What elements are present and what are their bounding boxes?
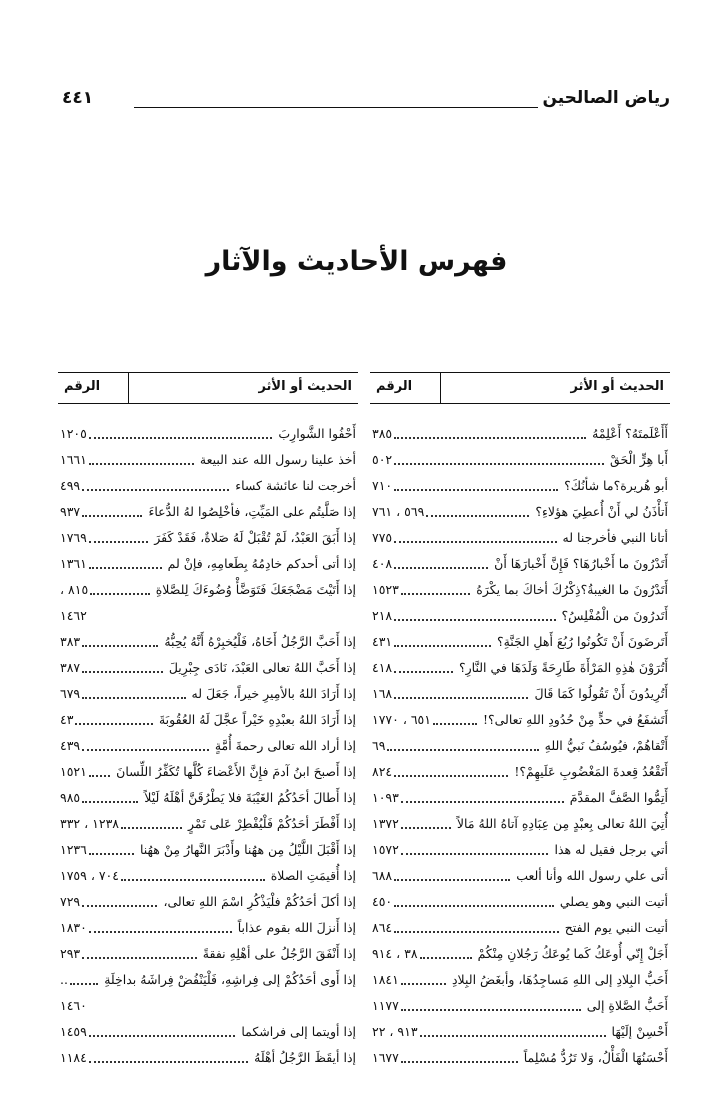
index-entry: [58, 889, 358, 915]
dot-leader: [82, 697, 186, 699]
entry-number: ١٥٢١: [60, 764, 87, 779]
index-entry: [370, 707, 670, 733]
dot-leader: [394, 489, 558, 491]
entry-text: أَتَشفَعُ في حدٍّ مِنْ حُدُودِ اللهِ تعالى؟!: [482, 712, 668, 727]
dot-leader: [394, 905, 554, 907]
dot-leader: [401, 827, 451, 829]
entry-number: ٥٦٩ ، ٧٦١: [372, 504, 425, 519]
entry-number: ١٢٣٦: [60, 842, 87, 857]
index-entry: [58, 499, 358, 525]
header-rule: [134, 107, 538, 108]
entry-number: ١٢٠٥: [60, 426, 87, 441]
entry-text: إذا أَحَبَّ اللهُ تعالى العَبْدَ، نَادَى جِبْرِيلَ: [168, 660, 356, 675]
index-entry: [370, 733, 670, 759]
entry-text: أتيت النبي وهو يصلي: [559, 894, 668, 909]
entry-text: أَتَدْرُونَ ما الغيبةُ؟ذِكْرُكَ أخاكَ بما يكْرَهُ: [476, 582, 668, 597]
dot-leader: [89, 931, 232, 933]
entry-number: ١٤٥٩: [60, 1024, 87, 1039]
dot-leader: [401, 1061, 518, 1063]
entry-text: أَأَعْلَمتَهُ؟ أَعْلِمْهُ: [592, 426, 668, 441]
right-column: [370, 372, 670, 1065]
dot-leader: [401, 1009, 581, 1011]
entry-number: ١٦٨: [372, 686, 393, 701]
dot-leader: [401, 853, 548, 855]
entry-text: أَتَدرُونَ من الْمُفْلِسُ؟: [561, 608, 668, 623]
entry-number: ٣٨٧: [60, 660, 81, 675]
entry-text: أَجَلْ إِنّي أُوعَكُ كَما يُوعَكُ رَجُلانِ مِنْكُمْ: [477, 946, 668, 961]
index-entry: [370, 759, 670, 785]
dot-leader: [82, 957, 197, 959]
entry-number: ٧٢٩: [60, 894, 81, 909]
left-rows: [58, 404, 358, 1071]
entry-text: أَحْسِنْ إلَيْهَا: [611, 1024, 668, 1039]
index-entry: [58, 551, 358, 577]
index-entry: [58, 785, 358, 811]
index-entry: [370, 681, 670, 707]
entry-number: ٤٠٨: [372, 556, 393, 571]
dot-leader: [394, 463, 604, 465]
index-entry: [370, 889, 670, 915]
index-entry: [58, 811, 358, 837]
dot-leader: [426, 515, 529, 517]
column-header: [370, 372, 670, 404]
dot-leader: [90, 593, 150, 595]
entry-number: ٥٠٢: [372, 452, 393, 467]
entry-number: ١٥٢٣: [372, 582, 399, 597]
entry-text: أتى علي رسول الله وأنا ألعب: [516, 868, 668, 883]
entry-number: ٤١٨: [372, 660, 393, 675]
entry-number: ٩٨٥: [60, 790, 81, 805]
entry-number: ٤٣: [60, 712, 74, 727]
entry-text: إذا أَنْفَقَ الرَّجُلُ على أهْلِهِ نفقةً: [202, 946, 356, 961]
running-header: [62, 88, 670, 116]
dot-leader: [89, 1061, 248, 1063]
right-rows: [370, 404, 670, 1071]
dot-leader: [394, 879, 510, 881]
index-entry: [58, 759, 358, 785]
entry-text: إذا أَفْطَرَ أحَدُكُمْ فَلْيُفْطِرْ عَلى تَمْرٍ: [188, 816, 356, 831]
entry-number: ٣٨٣: [60, 634, 81, 649]
dot-leader: [82, 905, 157, 907]
entry-number: ٨١٥ ،: [60, 582, 89, 597]
dot-leader: [89, 775, 110, 777]
column-header: [58, 372, 358, 404]
number-column-label: الرقم: [64, 379, 101, 394]
entry-number: ١٠٩٣: [372, 790, 399, 805]
entry-number: ٩٣٧: [60, 504, 81, 519]
index-entry: [58, 473, 358, 499]
entry-text: أَبا هِرٍّ الْحَقْ: [610, 452, 668, 467]
left-column: [58, 372, 358, 1065]
index-entry: [370, 837, 670, 863]
dot-leader: [401, 801, 564, 803]
dot-leader: [121, 827, 182, 829]
entry-number: ١١٧٧: [372, 998, 399, 1013]
entry-number: ٨٦٤: [372, 920, 393, 935]
index-entry: [58, 967, 358, 993]
index-entry: [370, 551, 670, 577]
index-entry: [58, 577, 358, 603]
index-entry: [370, 421, 670, 447]
entry-number: ١٣٦١: [60, 556, 87, 571]
entry-number: ١٦٦١: [60, 452, 87, 467]
entry-number: ١٣٧٢: [372, 816, 399, 831]
entry-text: أَتأْذَنُ لي أَنْ أُعطِيَ هؤلاءِ؟: [535, 504, 668, 519]
entry-number: ١٤٦٢: [60, 608, 87, 623]
dot-leader: [401, 593, 470, 595]
entry-text: إذا أَرَادَ اللهُ بالأمِيرِ خيراً، جَعَلَ له: [191, 686, 356, 701]
index-entry: [58, 629, 358, 655]
page-number: ٤٤١: [62, 88, 94, 108]
entry-text: إذا أيقَظَ الرَّجُلُ أهْلَهُ: [254, 1050, 356, 1065]
entry-text: إذا أَحَبَّ الرَّجُلُ أَخَاهُ، فَلْيُخبِرْهُ أَنَّهُ يُحِبُّهُ: [164, 634, 356, 649]
entry-number: ٦٩: [372, 738, 386, 753]
entry-number: ٦٧٩: [60, 686, 81, 701]
dot-leader: [394, 437, 586, 439]
entry-number: ٣٨٥: [372, 426, 393, 441]
index-entry: [58, 655, 358, 681]
index-title: فهرس الأحاديث والآثار: [205, 246, 508, 277]
index-entry: [370, 1019, 670, 1045]
dot-leader: [82, 749, 209, 751]
entry-text: أتي برجل فقيل له هذا: [554, 842, 668, 857]
dot-leader: [420, 957, 472, 959]
dot-leader: [70, 983, 98, 985]
entry-text: أُتِيَ اللهُ تعالى بِعبْدٍ مِن عِبَادِهِ آتاهُ اللهُ مَالاً: [456, 816, 668, 831]
entry-number: ٤٥٠: [372, 894, 393, 909]
entry-text: إذا أَطالَ أحَدُكُمُ الغَيْبَةَ فلا يَطْرُقَنَّ أهْلَهُ لَيْلاً: [144, 790, 356, 805]
entry-text: أخرجت لنا عائشة كساء: [235, 478, 356, 493]
dot-leader: [89, 853, 134, 855]
index-entry: [58, 1045, 358, 1071]
index-entry: [370, 1045, 670, 1071]
index-entry: [370, 811, 670, 837]
dot-leader: [420, 1035, 606, 1037]
entry-number: ٨٢٤: [372, 764, 393, 779]
entry-text: أخذ علينا رسول الله عند البيعة: [199, 452, 356, 467]
running-title: رياض الصالحين: [542, 88, 670, 108]
entry-text: أَتَقْعُدُ قِعدةَ المَغْضُوبِ عَلَيهِمْ؟!: [514, 764, 668, 779]
dot-leader: [121, 879, 265, 881]
entry-number: ١٦٧٧: [372, 1050, 399, 1065]
dot-leader: [82, 671, 163, 673]
dot-leader: [433, 723, 477, 725]
entry-text: إذا أَرَادَ اللهُ بعبْدِهِ خَيْراً عجَّلَ لَهُ العُقُوبَةَ: [158, 712, 356, 727]
dot-leader: [394, 645, 491, 647]
entry-text: أَتْقاهُمْ، فيُوسُفُ نَبيُّ اللهِ: [544, 738, 668, 753]
entry-number: ٢١٨: [372, 608, 393, 623]
dot-leader: [89, 1035, 235, 1037]
dot-leader: [89, 463, 194, 465]
entry-number: ١٧٦٩: [60, 530, 87, 545]
entry-number: ٧٠٤ ، ١٧٥٩: [60, 868, 119, 883]
entry-text: أتانا النبي فأخرجنا له: [562, 530, 668, 545]
index-entry: [370, 785, 670, 811]
entry-text: إذا أكلَ أحَدُكُمْ فلْيَذْكُرِ اسْمَ اللهِ تعالى،: [163, 894, 356, 909]
entry-text: أتيت النبي يوم الفتح: [564, 920, 668, 935]
dot-leader: [394, 567, 488, 569]
index-entry: [58, 993, 358, 1019]
entry-number: ٩١٣ ، ٢٢: [372, 1024, 418, 1039]
index-entry: [370, 863, 670, 889]
index-entry: [370, 603, 670, 629]
entry-number: ١٢٣٨ ، ٣٣٢: [60, 816, 119, 831]
entry-text: أَتُرَوْنَ هٰذِهِ المَرْأَةَ طَارِحَةً وَلَدَهَا في النَّارِ؟: [459, 660, 668, 675]
entry-text: أَتُرِيدُونَ أَنْ تَقُولُوا كَمَا قَالَ: [534, 686, 668, 701]
entry-text: أَتَدْرُونَ ما أَخْبارُهَا؟ فَإِنَّ أَخْبارَهَا أَنْ: [494, 556, 668, 571]
dot-leader: [401, 983, 446, 985]
entry-number: ١٨٤١: [372, 972, 399, 987]
entry-text: أَحْسَنُهَا الْفَأْلُ، وَلا تَرُدُّ مُسْلِماً: [523, 1050, 668, 1065]
dot-leader: [394, 541, 557, 543]
index-entry: [58, 447, 358, 473]
entry-number: ٤٣١: [372, 634, 393, 649]
dot-leader: [394, 671, 453, 673]
dot-leader: [387, 749, 539, 751]
index-entry: [58, 941, 358, 967]
dot-leader: [75, 723, 153, 725]
dot-leader: [394, 619, 556, 621]
index-entry: [58, 603, 358, 629]
index-entry: [370, 577, 670, 603]
index-entry: [58, 421, 358, 447]
entry-text: إذا أُقيمَتِ الصلاة: [270, 868, 356, 883]
dot-leader: [82, 801, 138, 803]
dot-leader: [394, 931, 559, 933]
entry-text: إذا أَوى أحَدُكُمْ إلى فِراشِهِ، فَلْيَنْفُضْ فِراشَهُ بداخِلَةِ: [104, 972, 356, 987]
hadith-column-label: الحديث أو الأثر: [258, 379, 352, 394]
dot-leader: [89, 567, 162, 569]
entry-number: ٤٩٩: [60, 478, 81, 493]
index-entry: [370, 941, 670, 967]
index-entry: [370, 525, 670, 551]
index-entry: [370, 993, 670, 1019]
entry-number: ٣٨ ، ٩١٤: [372, 946, 418, 961]
index-entry: [58, 707, 358, 733]
entry-number: ١٨٣٠: [60, 920, 87, 935]
entry-text: أَحْفُوا الشَّوارِبَ: [278, 426, 356, 441]
index-entry: [58, 733, 358, 759]
index-entry: [58, 915, 358, 941]
entry-text: إذا أَنزلَ الله بقوم عذاباً: [237, 920, 356, 935]
index-entry: [370, 655, 670, 681]
entry-text: إذا أتى أحدكم خادِمُهُ بِطَعامِهِ، فإنْ لم: [167, 556, 356, 571]
dot-leader: [394, 775, 508, 777]
entry-number: ٤٣٩: [60, 738, 81, 753]
index-entry: [370, 967, 670, 993]
index-entry: [370, 473, 670, 499]
entry-text: إذا أَتَيْتَ مَضْجَعَكَ فَتَوَضَّأْ وُضُوءَكَ لِلصَّلاةِ: [155, 582, 356, 597]
index-entry: [58, 1019, 358, 1045]
number-column-label: الرقم: [376, 379, 413, 394]
entry-number: ٧١٠: [372, 478, 393, 493]
dot-leader: [89, 541, 148, 543]
column-separator: [128, 373, 129, 403]
index-entry: [370, 499, 670, 525]
entry-text: إذا أَصبحَ ابنُ آدمَ فإِنَّ الأَعْضاءَ كُلَّها تُكَفِّرُ اللِّسانَ: [116, 764, 356, 779]
entry-number: ١٥٧٢: [372, 842, 399, 857]
entry-text: إذا أويتما إلى فراشكما: [241, 1024, 356, 1039]
entry-text: أَتَرضَونَ أَنْ تَكُونُوا رُبُعَ أَهلِ الجَنَّةِ؟: [496, 634, 668, 649]
entry-number: ١١٨٤: [60, 1050, 87, 1065]
entry-text: إذا صَلَّيتُم على المَيِّتِ، فأخْلِصُوا لهُ الدُّعاءَ: [148, 504, 356, 519]
entry-number: ٦٥١ ، ١٧٧٠: [372, 712, 431, 727]
entry-number: ٦٨٨: [372, 868, 393, 883]
entry-number: ٢٩٣: [60, 946, 81, 961]
dot-leader: [89, 437, 272, 439]
entry-number: ١٤٦٠: [60, 998, 87, 1013]
index-entry: [58, 863, 358, 889]
column-separator: [440, 373, 441, 403]
entry-text: أبو هُريرة؟ما شأنُكَ؟: [564, 478, 668, 493]
entry-text: إذا أَبَقَ العَبْدُ، لَمْ تُقْبَلْ لَهُ صَلاةٌ، فَقَدْ كَفَرَ: [154, 530, 356, 545]
index-columns: [58, 372, 670, 1065]
entry-text: أَحَبُّ الصَّلاةِ إلى: [586, 998, 668, 1013]
dot-leader: [82, 489, 229, 491]
dot-leader: [394, 697, 528, 699]
index-entry: [370, 447, 670, 473]
entry-number: ..: [60, 972, 68, 987]
hadith-column-label: الحديث أو الأثر: [570, 379, 664, 394]
entry-number: ٧٧٥: [372, 530, 393, 545]
index-entry: [370, 629, 670, 655]
index-entry: [370, 915, 670, 941]
entry-text: إذا أَقْبَلَ اللَّيْلُ مِن ههُنا وأَدْبَرَ النَّهارُ مِنْ ههُنا: [139, 842, 356, 857]
dot-leader: [82, 515, 142, 517]
index-entry: [58, 525, 358, 551]
entry-text: أَتِمُّوا الصَّفَّ المقدَّمَ: [569, 790, 668, 805]
entry-text: أَحَبُّ البِلادِ إلى اللهِ مَساجِدُهَا، وأبغَضُ البِلادِ: [451, 972, 668, 987]
index-entry: [58, 837, 358, 863]
dot-leader: [82, 645, 158, 647]
index-entry: [58, 681, 358, 707]
entry-text: إذا أراد الله تعالى رحمةَ أُمَّةٍ: [214, 738, 356, 753]
